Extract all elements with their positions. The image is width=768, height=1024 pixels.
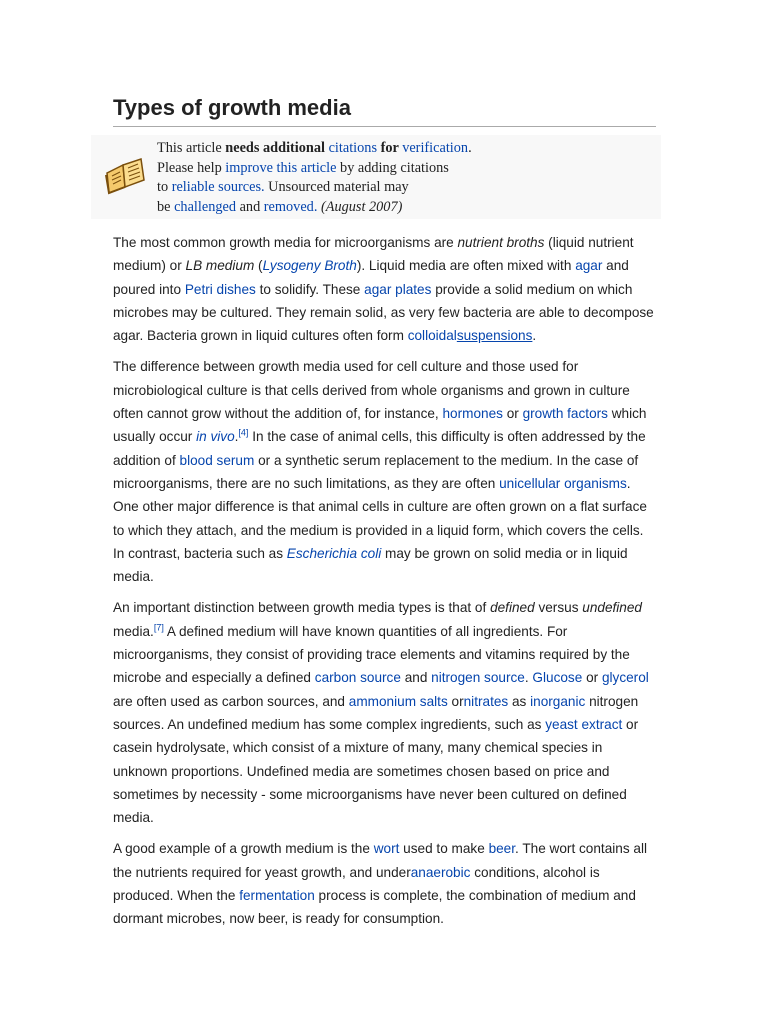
- growth-factors-link[interactable]: growth factors: [522, 406, 608, 422]
- notice-text: This article: [157, 140, 226, 156]
- agar-link[interactable]: agar: [575, 258, 603, 274]
- text: or a synthetic serum replacement to the medium. In the case of microorganisms, there are no such limitations, as they are often: [113, 452, 639, 491]
- citation-notice-box: [91, 135, 661, 219]
- anaerobic-link[interactable]: anaerobic: [410, 864, 471, 880]
- text: provide a solid medium on which microbes may be cultured. They remain solid, as very few bacteria are able to decompose agar. Bacteria grown in liquid cultures often form: [113, 281, 654, 344]
- citation-link[interactable]: [4]: [238, 427, 249, 438]
- text: media.: [113, 623, 154, 639]
- text: or: [447, 693, 464, 709]
- text: used to make: [399, 841, 489, 857]
- citation-link[interactable]: [7]: [153, 622, 164, 633]
- text: which usually occur: [113, 406, 647, 445]
- glucose-link[interactable]: Glucose: [532, 670, 583, 686]
- text: or: [582, 670, 602, 686]
- text: versus: [534, 600, 583, 616]
- italic-text: undefined: [582, 600, 642, 616]
- text: conditions, alcohol is produced. When the: [113, 864, 600, 904]
- text: or casein hydrolysate, which consist of a mixture of many, many chemical species in unknown proportions. Undefined media are sometimes chosen based on price and sometimes by necessity - some microorganisms have never been cultured on defined media.: [113, 716, 639, 826]
- text: as: [508, 693, 531, 709]
- challenged-link[interactable]: challenged: [174, 198, 236, 215]
- notice-bold-text: for: [377, 140, 403, 156]
- ammonium-salts-link[interactable]: ammonium salts: [348, 693, 448, 709]
- glycerol-link[interactable]: glycerol: [601, 670, 649, 686]
- text: In the case of animal cells, this difficulty is often addressed by the addition of: [113, 429, 646, 468]
- text: .: [524, 670, 533, 686]
- text: nitrogen sources. An undefined medium has some complex ingredients, such as: [113, 693, 639, 732]
- carbon-source-link[interactable]: carbon source: [314, 670, 401, 686]
- inorganic-link[interactable]: inorganic: [530, 693, 586, 709]
- reliable-sources-link[interactable]: reliable sources.: [171, 179, 265, 195]
- suspensions-link[interactable]: suspensions: [456, 328, 533, 344]
- hormones-link[interactable]: hormones: [442, 406, 503, 422]
- verification-link[interactable]: verification: [402, 140, 469, 156]
- text: are often used as carbon sources, and: [113, 693, 349, 709]
- nitrogen-source-link[interactable]: nitrogen source: [431, 670, 525, 686]
- text: and poured into: [113, 258, 629, 297]
- page-title: Types of growth media: [113, 94, 656, 127]
- text: and: [400, 670, 432, 686]
- notice-text: Unsourced material may: [264, 179, 409, 195]
- blood-serum-link[interactable]: blood serum: [179, 452, 255, 468]
- notice-text: and: [236, 198, 264, 215]
- text: process is complete, the combination of medium and dormant microbes, now beer, is ready for consumption.: [113, 888, 636, 927]
- nitrates-link[interactable]: nitrates: [463, 693, 509, 709]
- notice-text: to: [157, 179, 172, 195]
- citations-link[interactable]: citations: [328, 140, 378, 156]
- paragraph-1: [113, 231, 656, 347]
- yeast-extract-link[interactable]: yeast extract: [545, 716, 623, 732]
- article-body: [113, 231, 656, 939]
- citation-notice-text: [157, 139, 657, 217]
- italic-text: LB medium: [185, 258, 255, 274]
- text: .: [532, 328, 537, 344]
- unicellular-organisms-link[interactable]: unicellular organisms: [499, 475, 627, 491]
- italic-text: defined: [490, 600, 535, 616]
- book-icon: [104, 153, 146, 195]
- text: may be grown on solid media or in liquid media.: [113, 545, 628, 585]
- lysogeny-broth-link[interactable]: Lysogeny Broth: [262, 258, 357, 274]
- beer-link[interactable]: beer: [488, 841, 516, 857]
- notice-text: Please help: [157, 159, 226, 176]
- paragraph-4: [113, 837, 656, 930]
- text: The difference between growth media used for cell culture and those used for microbiological culture is that cells derived from whole organisms and grown in culture often cannot grow without the addition of, for instance,: [113, 359, 630, 422]
- text: . One other major difference is that animal cells in culture are often grown on a flat surface to which they attach, and the medium is provided in a liquid form, which covers the cells. In contrast, bacteria such as: [113, 475, 647, 561]
- escherichia-coli-link[interactable]: Escherichia coli: [286, 545, 382, 561]
- notice-bold-text: needs additional: [225, 140, 329, 156]
- citation-7[interactable]: [154, 622, 164, 632]
- notice-text: be: [157, 198, 175, 215]
- text: or: [502, 406, 523, 422]
- notice-text: .: [468, 140, 472, 156]
- text: (: [254, 258, 263, 274]
- notice-date: (August 2007): [317, 198, 403, 215]
- agar-plates-link[interactable]: agar plates: [364, 281, 432, 297]
- improve-article-link[interactable]: improve this article: [225, 159, 337, 176]
- fermentation-link[interactable]: fermentation: [239, 888, 315, 904]
- text: An important distinction between growth media types is that of: [113, 600, 491, 616]
- wort-link[interactable]: wort: [373, 841, 400, 857]
- paragraph-3: [113, 596, 656, 829]
- text: ). Liquid media are often mixed with: [356, 258, 576, 274]
- removed-link[interactable]: removed.: [263, 198, 318, 215]
- text: . The wort contains all the nutrients required for yeast growth, and under: [113, 841, 648, 880]
- text: The most common growth media for microorganisms are: [113, 235, 458, 250]
- citation-4[interactable]: [238, 428, 248, 438]
- notice-text: by adding citations: [336, 159, 449, 176]
- text: .: [234, 429, 239, 445]
- italic-text: nutrient broths: [457, 235, 545, 250]
- in-vivo-link[interactable]: in vivo: [196, 429, 235, 445]
- text: A good example of a growth medium is the: [113, 841, 374, 857]
- paragraph-2: [113, 355, 656, 588]
- text: (liquid nutrient medium) or: [113, 235, 634, 274]
- colloidal-link[interactable]: colloidal: [407, 328, 457, 344]
- petri-dishes-link[interactable]: Petri dishes: [184, 281, 256, 297]
- text: to solidify. These: [255, 281, 365, 297]
- text: A defined medium will have known quantities of all ingredients. For microorganisms, they consist of providing trace elements and vitamins required by the microbe and especially a defined: [113, 623, 630, 686]
